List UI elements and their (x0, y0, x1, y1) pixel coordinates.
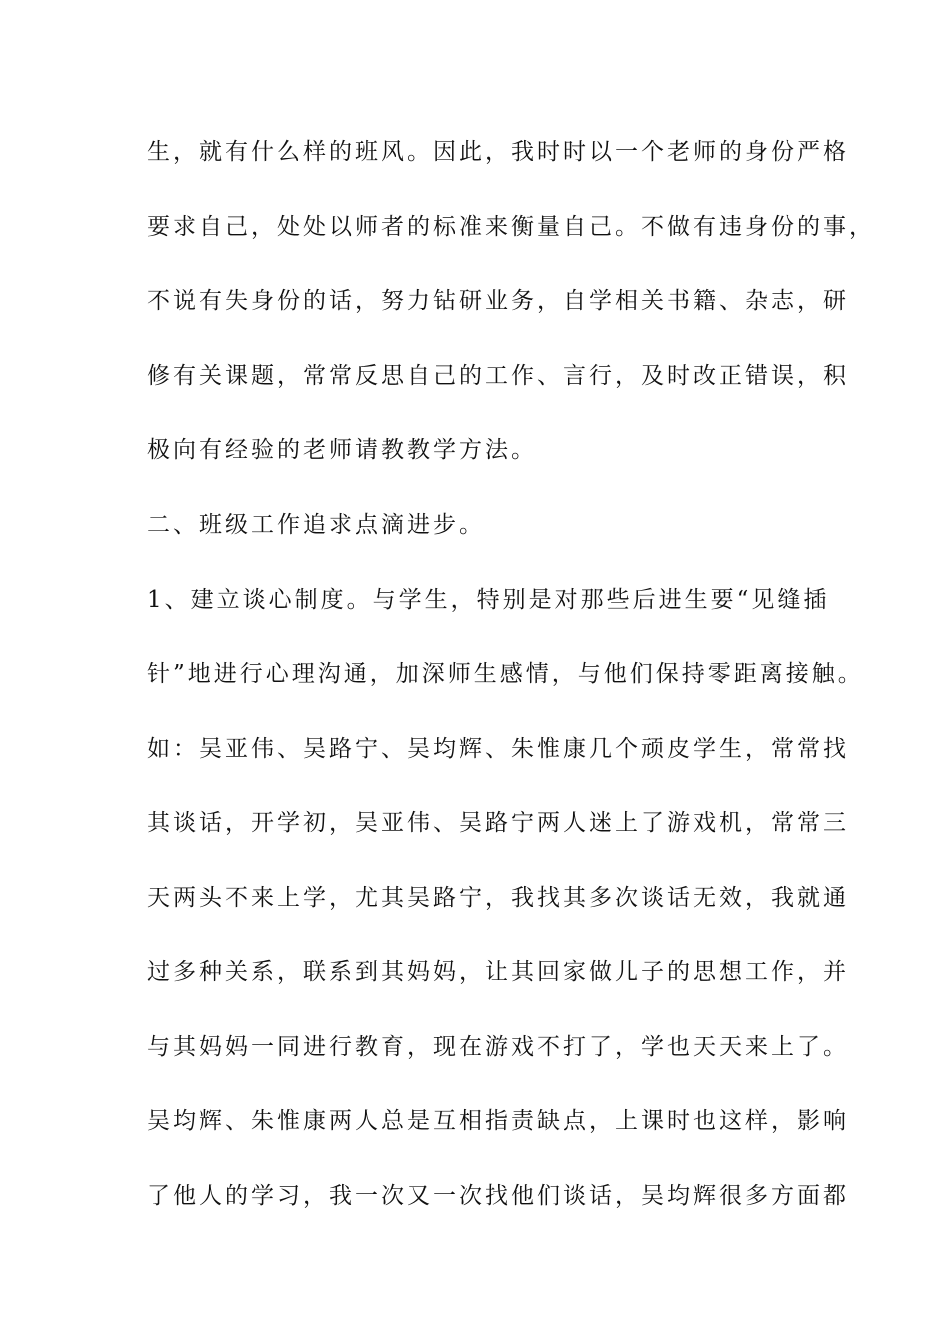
text-line: 天两头不来上学，尤其吴路宁，我找其多次谈话无效，我就通 (147, 885, 849, 911)
text-line: 过多种关系，联系到其妈妈，让其回家做儿子的思想工作，并 (147, 959, 849, 985)
text-line: 1、建立谈心制度。与学生，特别是对那些后进生要“见缝插 (147, 587, 830, 613)
text-line: 如：吴亚伟、吴路宁、吴均辉、朱惟康几个顽皮学生，常常找 (147, 736, 849, 762)
text-line: 不说有失身份的话，努力钻研业务，自学相关书籍、杂志，研 (147, 288, 849, 314)
text-line: 生，就有什么样的班风。因此，我时时以一个老师的身份严格 (147, 139, 849, 165)
text-line: 与其妈妈一同进行教育，现在游戏不打了，学也天天来上了。 (147, 1034, 849, 1060)
text-line: 了他人的学习，我一次又一次找他们谈话，吴均辉很多方面都 (147, 1183, 849, 1209)
section-heading: 二、班级工作追求点滴进步。 (147, 512, 485, 538)
text-line: 吴均辉、朱惟康两人总是互相指责缺点，上课时也这样，影响 (147, 1108, 849, 1134)
text-line: 其谈话，开学初，吴亚伟、吴路宁两人迷上了游戏机，常常三 (147, 810, 849, 836)
text-line: 要求自己，处处以师者的标准来衡量自己。不做有违身份的事， (147, 214, 875, 240)
text-line: 极向有经验的老师请教教学方法。 (147, 437, 537, 463)
text-line: 修有关课题，常常反思自己的工作、言行，及时改正错误，积 (147, 363, 849, 389)
text-line: 针”地进行心理沟通，加深师生感情，与他们保持零距离接触。 (147, 661, 864, 687)
